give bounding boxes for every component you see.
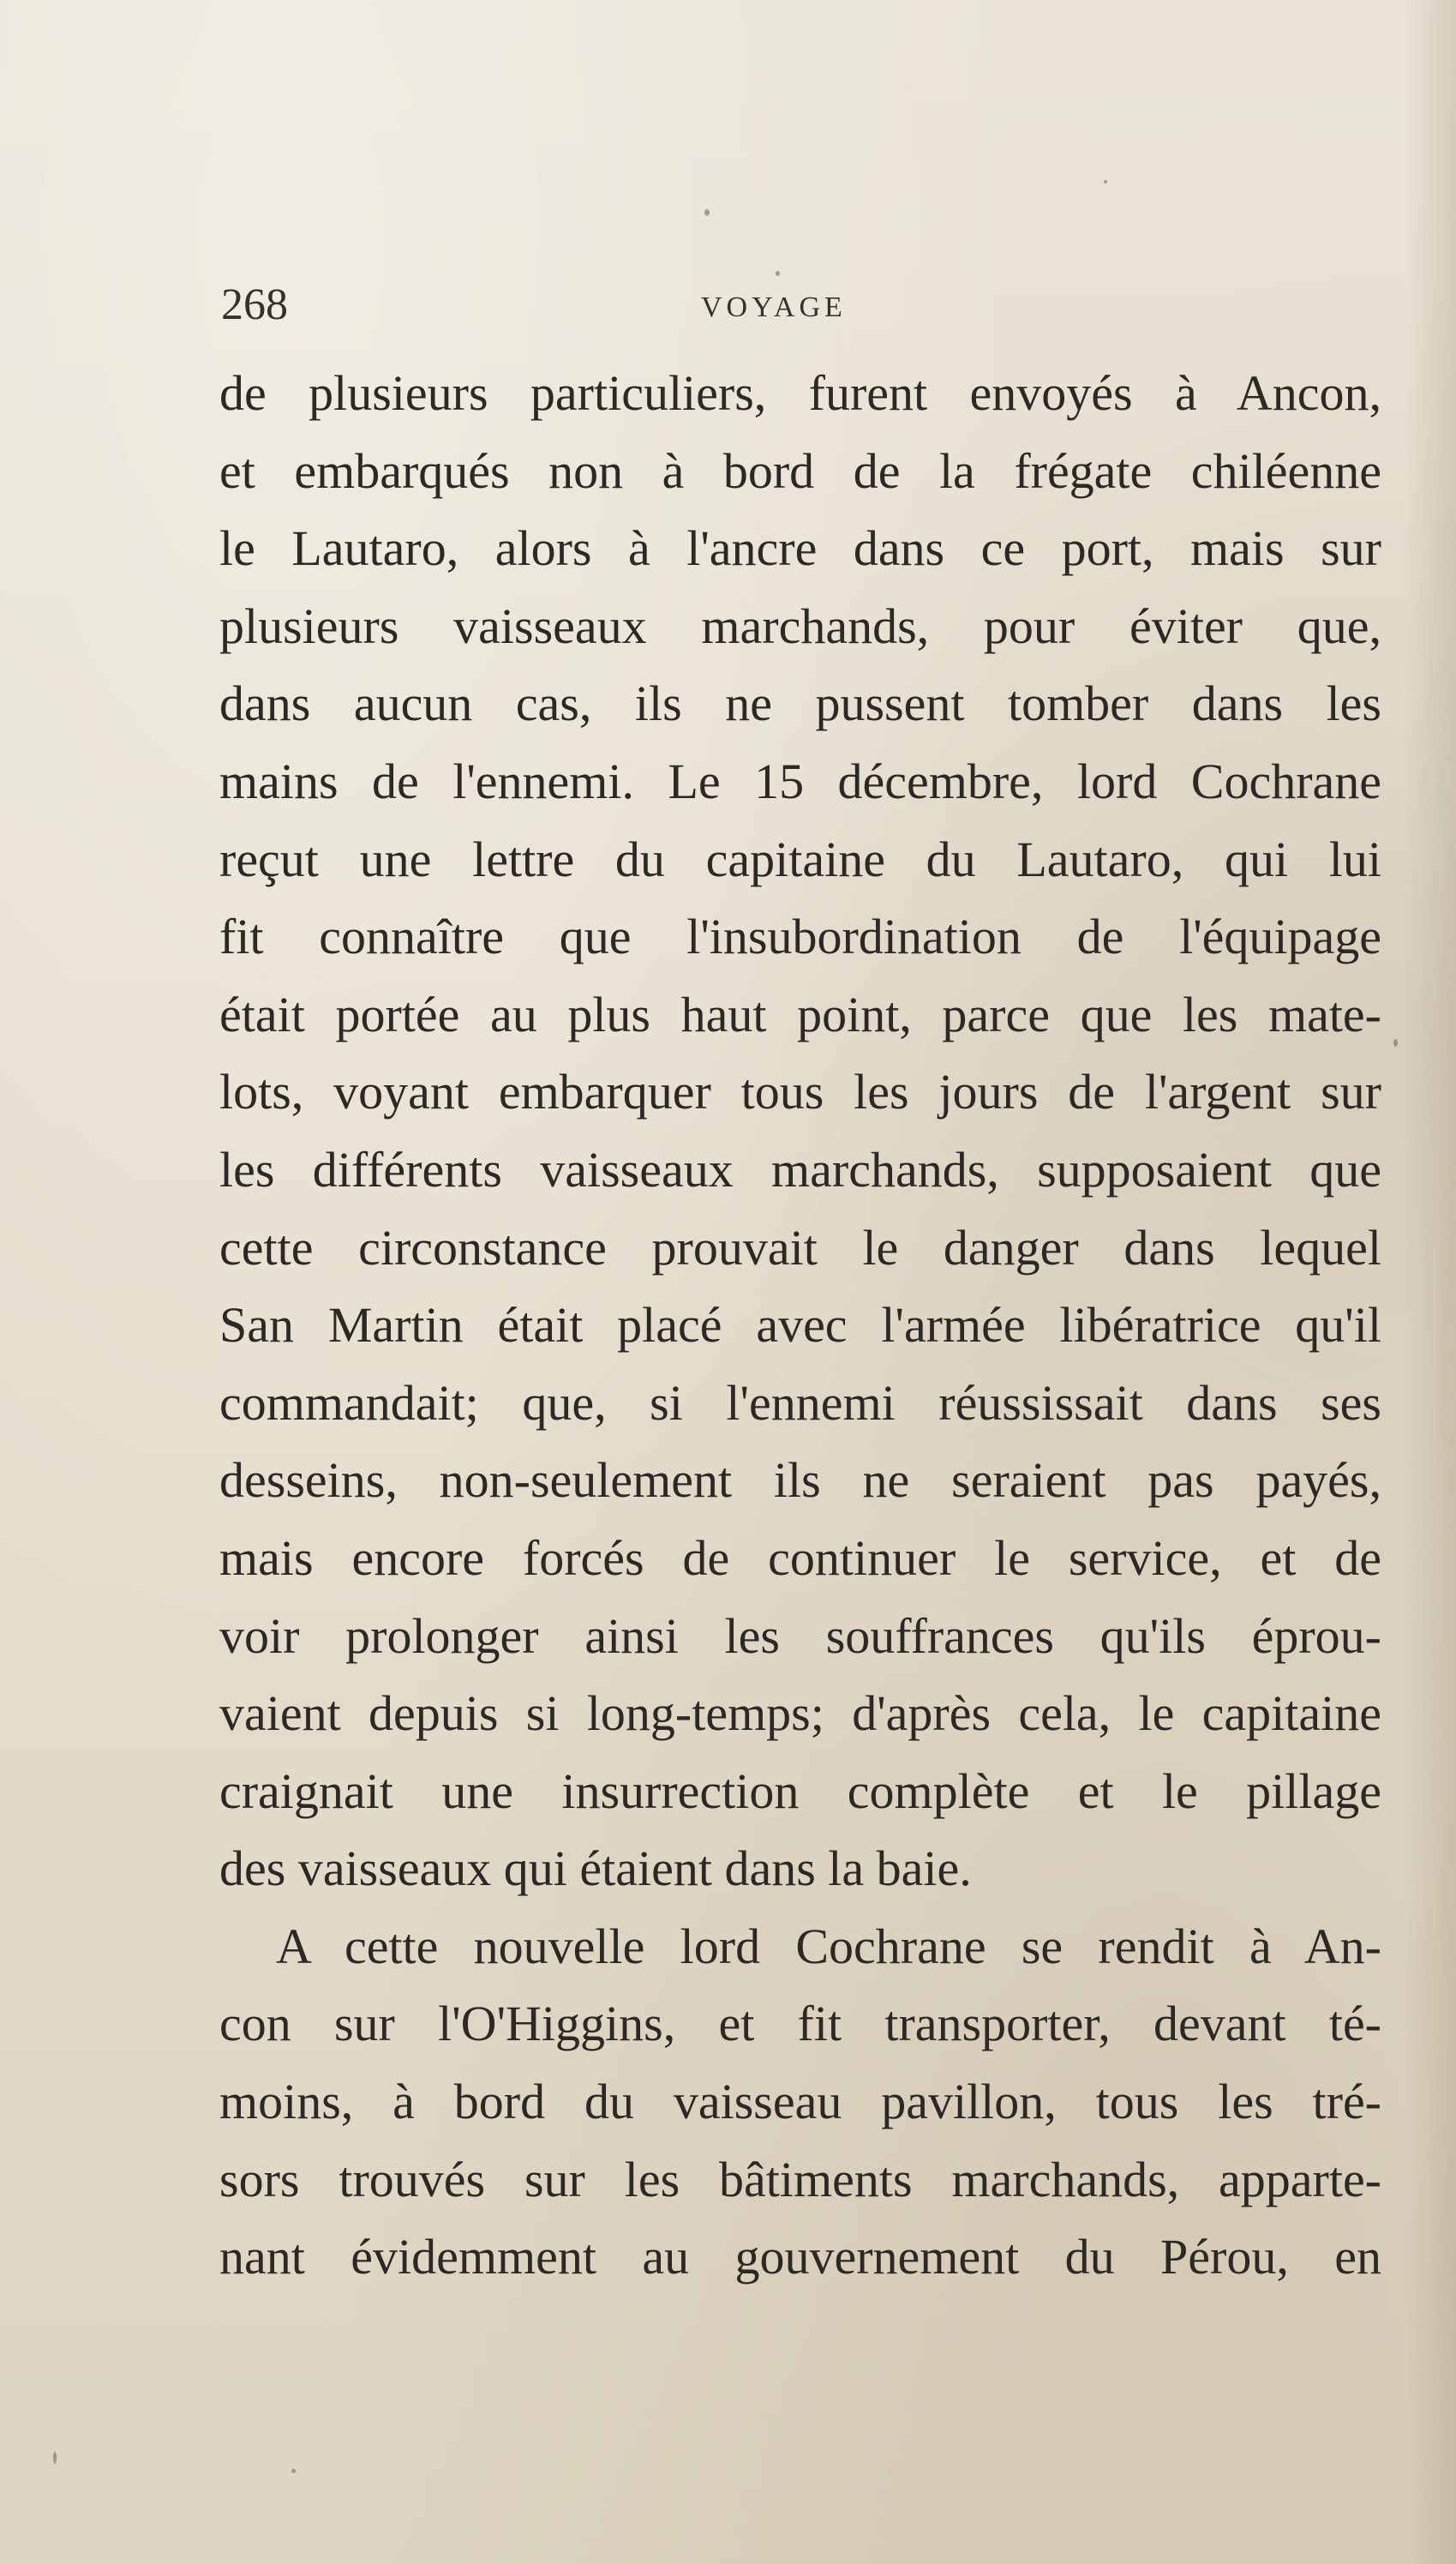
text-line: cette circonstance prouvait le danger dans lequel — [219, 1219, 1381, 1276]
text-line: lots, voyant embarquer tous les jours de l'argent sur — [219, 1064, 1381, 1120]
text-line: et embarqués non à bord de la frégate chiléenne — [219, 442, 1381, 499]
text-line: moins, à bord du vaisseau pavillon, tous les tré- — [219, 2074, 1381, 2130]
running-head: VOYAGE — [701, 291, 847, 323]
paragraph-end-line: des vaisseaux qui étaient dans la baie. — [219, 1840, 972, 1897]
text-line: mais encore forcés de continuer le service, et de — [219, 1529, 1381, 1586]
text-line: sors trouvés sur les bâtiments marchands, apparte- — [219, 2151, 1381, 2207]
text-line: con sur l'O'Higgins, et fit transporter, devant té- — [219, 1996, 1381, 2052]
text-line: plusieurs vaisseaux marchands, pour éviter que, — [219, 597, 1381, 654]
paper-speck — [291, 2469, 296, 2473]
text-line: fit connaître que l'insubordination de l'équipage — [219, 909, 1381, 965]
text-line: craignait une insurrection complète et le pillage — [219, 1762, 1381, 1819]
text-line: San Martin était placé avec l'armée libératrice qu'il — [219, 1297, 1381, 1354]
paper-speck — [1393, 1039, 1398, 1047]
body-text — [219, 355, 1381, 2297]
text-line: de plusieurs particuliers, furent envoyés à Ancon, — [219, 365, 1381, 421]
text-line: était portée au plus haut point, parce que les mate- — [219, 986, 1381, 1042]
text-line: nant évidemment au gouvernement du Pérou, en — [219, 2229, 1381, 2285]
text-line: voir prolonger ainsi les souffrances qu'ils éprou- — [219, 1607, 1381, 1664]
paper-speck — [1104, 180, 1107, 183]
text-line: desseins, non-seulement ils ne seraient pas payés, — [219, 1452, 1381, 1509]
paper-speck — [704, 209, 710, 216]
paper-speck — [53, 2452, 57, 2464]
page-edge-shadow — [1405, 0, 1456, 2564]
text-line: vaient depuis si long-temps; d'après cela, le capitaine — [219, 1685, 1381, 1742]
paper-speck — [776, 271, 780, 276]
page-header — [221, 279, 1387, 331]
text-line: les différents vaisseaux marchands, supposaient que — [219, 1141, 1381, 1198]
text-line: commandait; que, si l'ennemi réussissait dans ses — [219, 1374, 1381, 1431]
text-line: mains de l'ennemi. Le 15 décembre, lord Cochrane — [219, 753, 1381, 809]
page-number: 268 — [221, 280, 288, 329]
text-line: le Lautaro, alors à l'ancre dans ce port, mais sur — [219, 520, 1381, 577]
paragraph-start-line: A cette nouvelle lord Cochrane se rendit à An- — [276, 1918, 1381, 1974]
text-line: dans aucun cas, ils ne pussent tomber dans les — [219, 676, 1381, 732]
text-line: reçut une lettre du capitaine du Lautaro, qui lui — [219, 831, 1381, 887]
